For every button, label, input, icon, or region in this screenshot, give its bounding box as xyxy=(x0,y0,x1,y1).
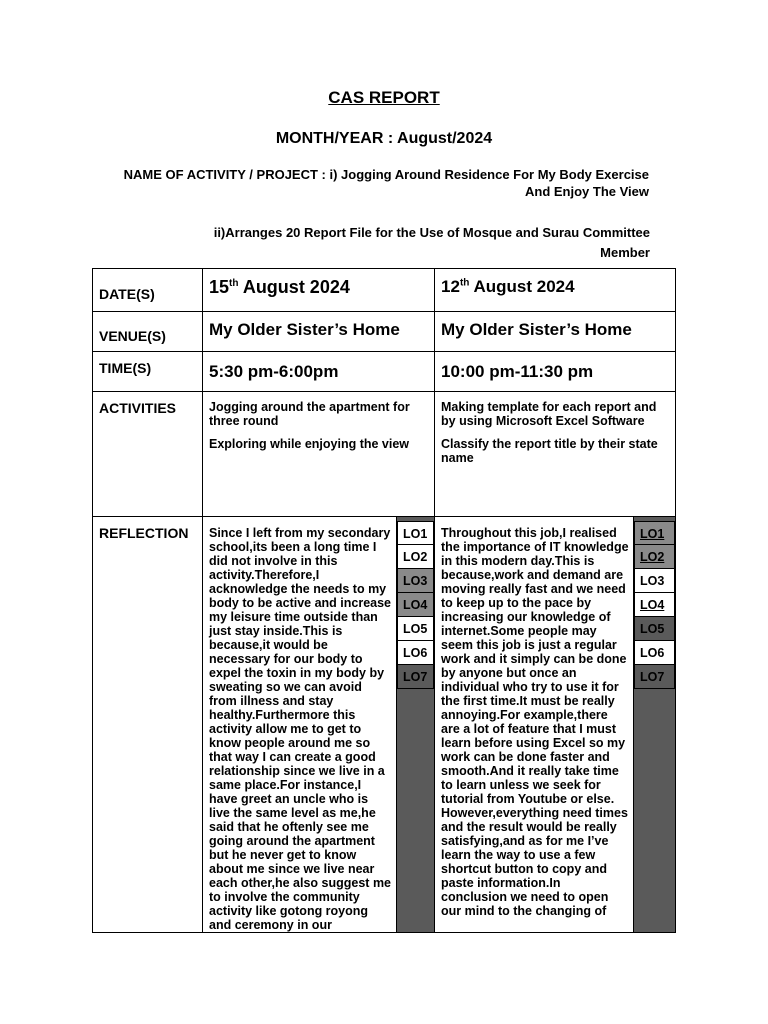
lo-column-2 xyxy=(634,517,676,933)
date-value-1: 15th August 2024 xyxy=(203,269,435,312)
venue-label: VENUE(S) xyxy=(93,312,203,352)
report-table xyxy=(92,268,676,933)
lo-item: LO6 xyxy=(634,641,675,665)
activity-name-1: NAME OF ACTIVITY / PROJECT : i) Jogging Around Residence For My Body Exercise And Enjoy The View xyxy=(123,167,649,199)
activity-name-2: ii)Arranges 20 Report File for the Use of Mosque and Surau Committee Member xyxy=(213,225,650,260)
activities-value-2 xyxy=(435,392,676,517)
date-label: DATE(S) xyxy=(93,269,203,312)
activities-label: ACTIVITIES xyxy=(93,392,203,517)
time-value-2: 10:00 pm-11:30 pm xyxy=(435,352,676,392)
lo-item: LO1 xyxy=(634,521,675,545)
lo-item: LO7 xyxy=(397,665,434,689)
lo-item: LO4 xyxy=(397,593,434,617)
activity-item: Making template for each report and by using Microsoft Excel Software xyxy=(441,400,657,428)
lo-item: LO2 xyxy=(397,545,434,569)
reflection-row xyxy=(93,517,676,933)
reflection-text-1: Since I left from my secondary school,its been a long time I did not involve in this activity.Therefore,I acknowledge the needs to my body to be active and increase my leisure time outside than just stay inside.This is because,it would be necessary for our body to expel the toxin in my body by sweating so we can avoid from illness and stay healthy.Furthermore this activity allow me to get to know people around me so that way I can create a good relationship since we live in a same place.For instance,I have greet an uncle who is live the same level as me,he said that he oftenly see me going around the apartment but he never get to know about me since we live near each other,he also suggest me to involve the community activity like gotong royong and ceremony in our xyxy=(203,517,397,933)
lo-item: LO2 xyxy=(634,545,675,569)
lo-item: LO6 xyxy=(397,641,434,665)
lo-item: LO5 xyxy=(634,617,675,641)
lo-item: LO3 xyxy=(397,569,434,593)
activity-item: Exploring while enjoying the view xyxy=(209,437,410,451)
month-year: MONTH/YEAR : August/2024 xyxy=(275,130,493,147)
lo-column-1 xyxy=(397,517,435,933)
time-label: TIME(S) xyxy=(93,352,203,392)
lo-item: LO1 xyxy=(397,521,434,545)
report-title: CAS REPORT xyxy=(328,88,440,107)
date-value-2: 12th August 2024 xyxy=(435,269,676,312)
venue-value-2: My Older Sister’s Home xyxy=(435,312,676,352)
lo-item: LO5 xyxy=(397,617,434,641)
activities-row xyxy=(93,392,676,517)
activity-item: Classify the report title by their state name xyxy=(441,437,658,465)
lo-item: LO4 xyxy=(634,593,675,617)
reflection-text-2: Throughout this job,I realised the importance of IT knowledge in this modern day.This is because,work and demand are moving really fast and we need to keep up to the pace by increasing our knowledge of internet.Some people may seem this job is just a regular work and it simply can be done by anyone but once an individual who try to use it for the first time.It must be really annoying.For example,there are a lot of feature that I must learn before using Excel so my work can be done faster and smooth.And it really take time to learn unless we seek for tutorial from Youtube or else. However,everything need times and the result would be really satisfying,and as for me I’ve learn the way to use a few shortcut button to copy and paste information.In conclusion we need to open our mind to the changing of xyxy=(435,517,634,933)
venue-value-1: My Older Sister’s Home xyxy=(203,312,435,352)
activities-value-1 xyxy=(203,392,435,517)
time-value-1: 5:30 pm-6:00pm xyxy=(203,352,435,392)
venue-row xyxy=(93,312,676,352)
lo-item: LO7 xyxy=(634,665,675,689)
reflection-label: REFLECTION xyxy=(93,517,203,933)
activity-item: Jogging around the apartment for three round xyxy=(209,400,410,428)
lo-item: LO3 xyxy=(634,569,675,593)
date-row xyxy=(93,269,676,312)
time-row xyxy=(93,352,676,392)
